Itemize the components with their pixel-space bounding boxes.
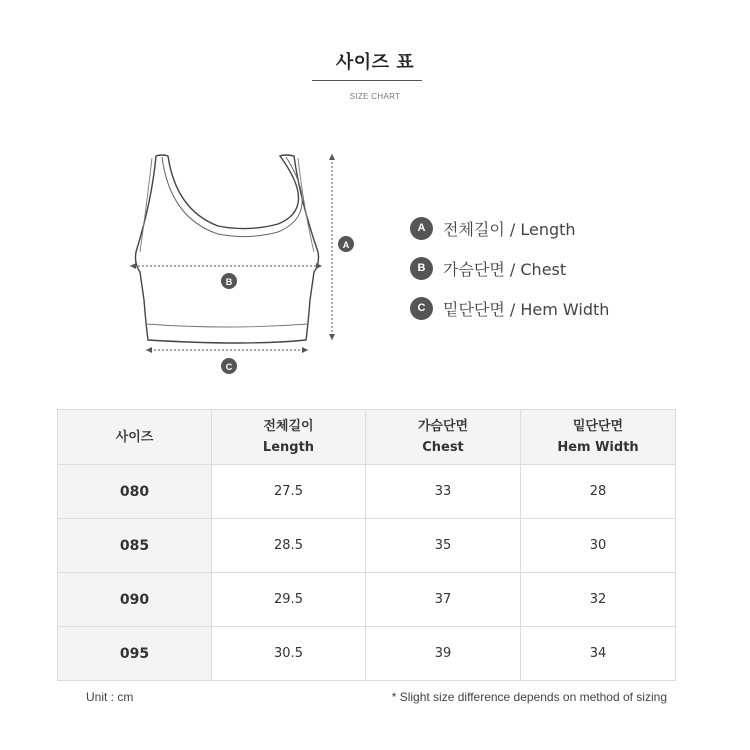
measurement-legend [410, 214, 609, 334]
chest-cell: 33 [366, 465, 521, 519]
size-cell: 080 [58, 465, 212, 519]
marker-b-label: B [225, 277, 233, 287]
chest-cell: 37 [366, 573, 521, 627]
legend-badge-a: A [410, 217, 433, 240]
header-size: 사이즈 [58, 410, 212, 465]
unit-label: Unit : cm [86, 690, 134, 704]
legend-item-hem [410, 294, 609, 322]
hem-width-cell: 28 [521, 465, 676, 519]
table-row [58, 573, 676, 627]
legend-item-length [410, 214, 609, 242]
garment-outline [136, 155, 319, 343]
hem-width-cell: 32 [521, 573, 676, 627]
legend-label-chest: 가슴단면 / Chest [443, 259, 567, 279]
length-cell: 29.5 [212, 573, 366, 627]
legend-item-chest [410, 254, 609, 282]
header-length: 전체길이 Length [212, 410, 366, 465]
table-row [58, 465, 676, 519]
chest-cell: 35 [366, 519, 521, 573]
table-header-row [58, 410, 676, 465]
sizing-note: * Slight size difference depends on method of sizing [391, 690, 667, 704]
size-cell: 085 [58, 519, 212, 573]
length-cell: 30.5 [212, 627, 366, 681]
page-subtitle: SIZE CHART [349, 92, 401, 101]
length-cell: 28.5 [212, 519, 366, 573]
garment-diagram [118, 140, 378, 385]
legend-badge-c: C [410, 297, 433, 320]
header-hem-width: 밑단단면 Hem Width [521, 410, 676, 465]
hem-width-cell: 34 [521, 627, 676, 681]
sports-bra-illustration [118, 140, 378, 385]
size-cell: 090 [58, 573, 212, 627]
title-divider [312, 80, 422, 81]
table-row [58, 519, 676, 573]
legend-label-hem: 밑단단면 / Hem Width [443, 299, 610, 319]
marker-a-label: A [342, 240, 350, 250]
header-chest: 가슴단면 Chest [366, 410, 521, 465]
chest-cell: 39 [366, 627, 521, 681]
hem-width-cell: 30 [521, 519, 676, 573]
legend-label-length: 전체길이 / Length [443, 219, 576, 239]
length-cell: 27.5 [212, 465, 366, 519]
legend-badge-b: B [410, 257, 433, 280]
marker-c-label: C [225, 362, 233, 372]
size-table [57, 409, 676, 681]
page-title: 사이즈 표 [335, 52, 415, 73]
table-row [58, 627, 676, 681]
size-cell: 095 [58, 627, 212, 681]
